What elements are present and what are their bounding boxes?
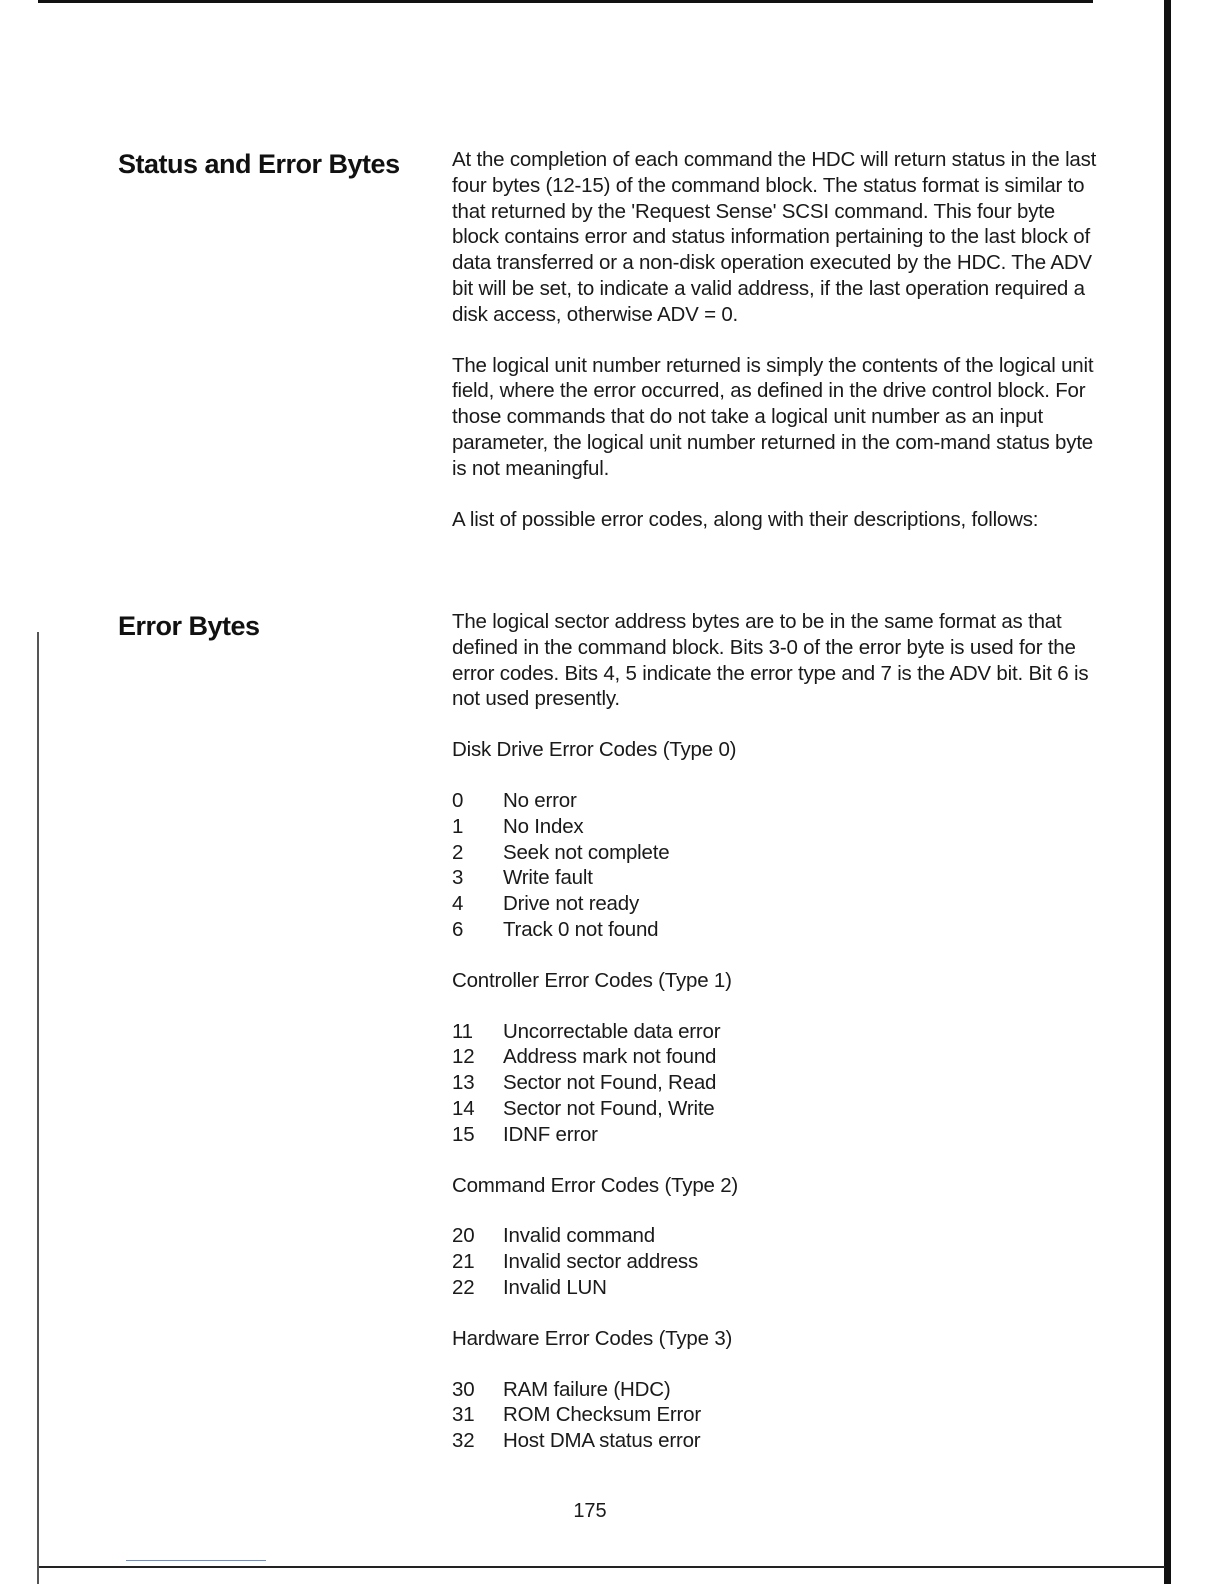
error-code: 31 xyxy=(452,1403,475,1427)
error-description: Host DMA status error xyxy=(503,1429,701,1453)
error-description: Write fault xyxy=(503,866,593,890)
error-description: Sector not Found, Write xyxy=(503,1096,715,1120)
error-description: Sector not Found, Read xyxy=(503,1071,717,1095)
error-code-row xyxy=(452,840,1102,866)
error-description: Uncorrectable data error xyxy=(503,1019,721,1043)
error-code-row xyxy=(452,1122,1102,1148)
error-code-list xyxy=(452,1223,1102,1300)
bottom-accent-rule xyxy=(126,1560,266,1561)
top-rule xyxy=(38,0,1093,3)
error-code-row xyxy=(452,865,1102,891)
error-description: Address mark not found xyxy=(503,1045,717,1069)
error-code: 20 xyxy=(452,1224,475,1248)
error-description: IDNF error xyxy=(503,1122,598,1146)
error-code: 11 xyxy=(452,1019,473,1043)
error-description: Invalid command xyxy=(503,1224,655,1248)
error-code-row xyxy=(452,788,1102,814)
error-code-row xyxy=(452,1428,1102,1454)
error-code-list xyxy=(452,1019,1102,1148)
error-code-row xyxy=(452,1402,1102,1428)
section-body xyxy=(452,147,1102,532)
error-code: 22 xyxy=(452,1275,475,1299)
error-code: 21 xyxy=(452,1250,475,1274)
error-code-list xyxy=(452,1377,1102,1454)
error-description: Invalid LUN xyxy=(503,1275,607,1299)
error-description: ROM Checksum Error xyxy=(503,1403,702,1427)
error-description: Drive not ready xyxy=(503,892,640,916)
error-code: 6 xyxy=(452,917,464,941)
section-body xyxy=(452,609,1102,1479)
error-description: No Index xyxy=(503,814,584,838)
error-code: 14 xyxy=(452,1096,475,1120)
error-code: 3 xyxy=(452,866,464,890)
error-code: 13 xyxy=(452,1071,475,1095)
left-edge-rule xyxy=(37,632,39,1584)
error-code-row xyxy=(452,1070,1102,1096)
error-code-row xyxy=(452,1096,1102,1122)
error-description: No error xyxy=(503,788,577,812)
section-heading: Error Bytes xyxy=(118,611,260,641)
paragraph: At the completion of each command the HDC will return status in the last four bytes (12-15) of the command block. The status format is similar to that returned by the 'Request Sense' SCSI command. This four byte block contains error and status information pertaining to the last block of data transferred or a non-disk operation executed by the HDC. The ADV bit will be set, to indicate a valid address, if the last operation required a disk access, otherwise ADV = 0. xyxy=(452,148,1097,326)
error-description: Invalid sector address xyxy=(503,1250,699,1274)
section-heading: Status and Error Bytes xyxy=(118,149,400,179)
right-edge-rule xyxy=(1164,0,1171,1584)
error-code: 0 xyxy=(452,788,464,812)
error-code: 1 xyxy=(452,814,464,838)
error-code: 12 xyxy=(452,1045,475,1069)
error-code-row xyxy=(452,1223,1102,1249)
error-description: Track 0 not found xyxy=(503,917,659,941)
page-number: 175 xyxy=(573,1500,607,1522)
error-code-row xyxy=(452,1044,1102,1070)
error-code-row xyxy=(452,1275,1102,1301)
error-group-title: Disk Drive Error Codes (Type 0) xyxy=(452,738,737,762)
error-group-title: Hardware Error Codes (Type 3) xyxy=(452,1326,733,1350)
error-code-row xyxy=(452,814,1102,840)
error-code-row xyxy=(452,917,1102,943)
error-code: 15 xyxy=(452,1122,475,1146)
error-code: 4 xyxy=(452,892,464,916)
bottom-rule xyxy=(39,1566,1165,1568)
paragraph: The logical sector address bytes are to be in the same format as that defined in the command block. Bits 3-0 of the error byte is used for the error codes. Bits 4, 5 indicate the error type and 7 is the ADV bit. Bit 6 is not used presently. xyxy=(452,610,1089,711)
error-code-row xyxy=(452,891,1102,917)
paragraph: A list of possible error codes, along with their descriptions, follows: xyxy=(452,507,1039,531)
error-code: 30 xyxy=(452,1377,475,1401)
error-code: 32 xyxy=(452,1429,475,1453)
error-code: 2 xyxy=(452,840,464,864)
error-code-row xyxy=(452,1019,1102,1045)
paragraph: The logical unit number returned is simply the contents of the logical unit field, where the error occurred, as defined in the drive control block. For those commands that do not take a logical unit number as an input parameter, the logical unit number returned in the com-mand status byte is not meaningful. xyxy=(452,353,1094,480)
error-code-row xyxy=(452,1377,1102,1403)
error-code-list xyxy=(452,788,1102,943)
error-code-row xyxy=(452,1249,1102,1275)
error-group-title: Controller Error Codes (Type 1) xyxy=(452,968,732,992)
error-group-title: Command Error Codes (Type 2) xyxy=(452,1173,739,1197)
error-description: Seek not complete xyxy=(503,840,670,864)
error-description: RAM failure (HDC) xyxy=(503,1377,671,1401)
